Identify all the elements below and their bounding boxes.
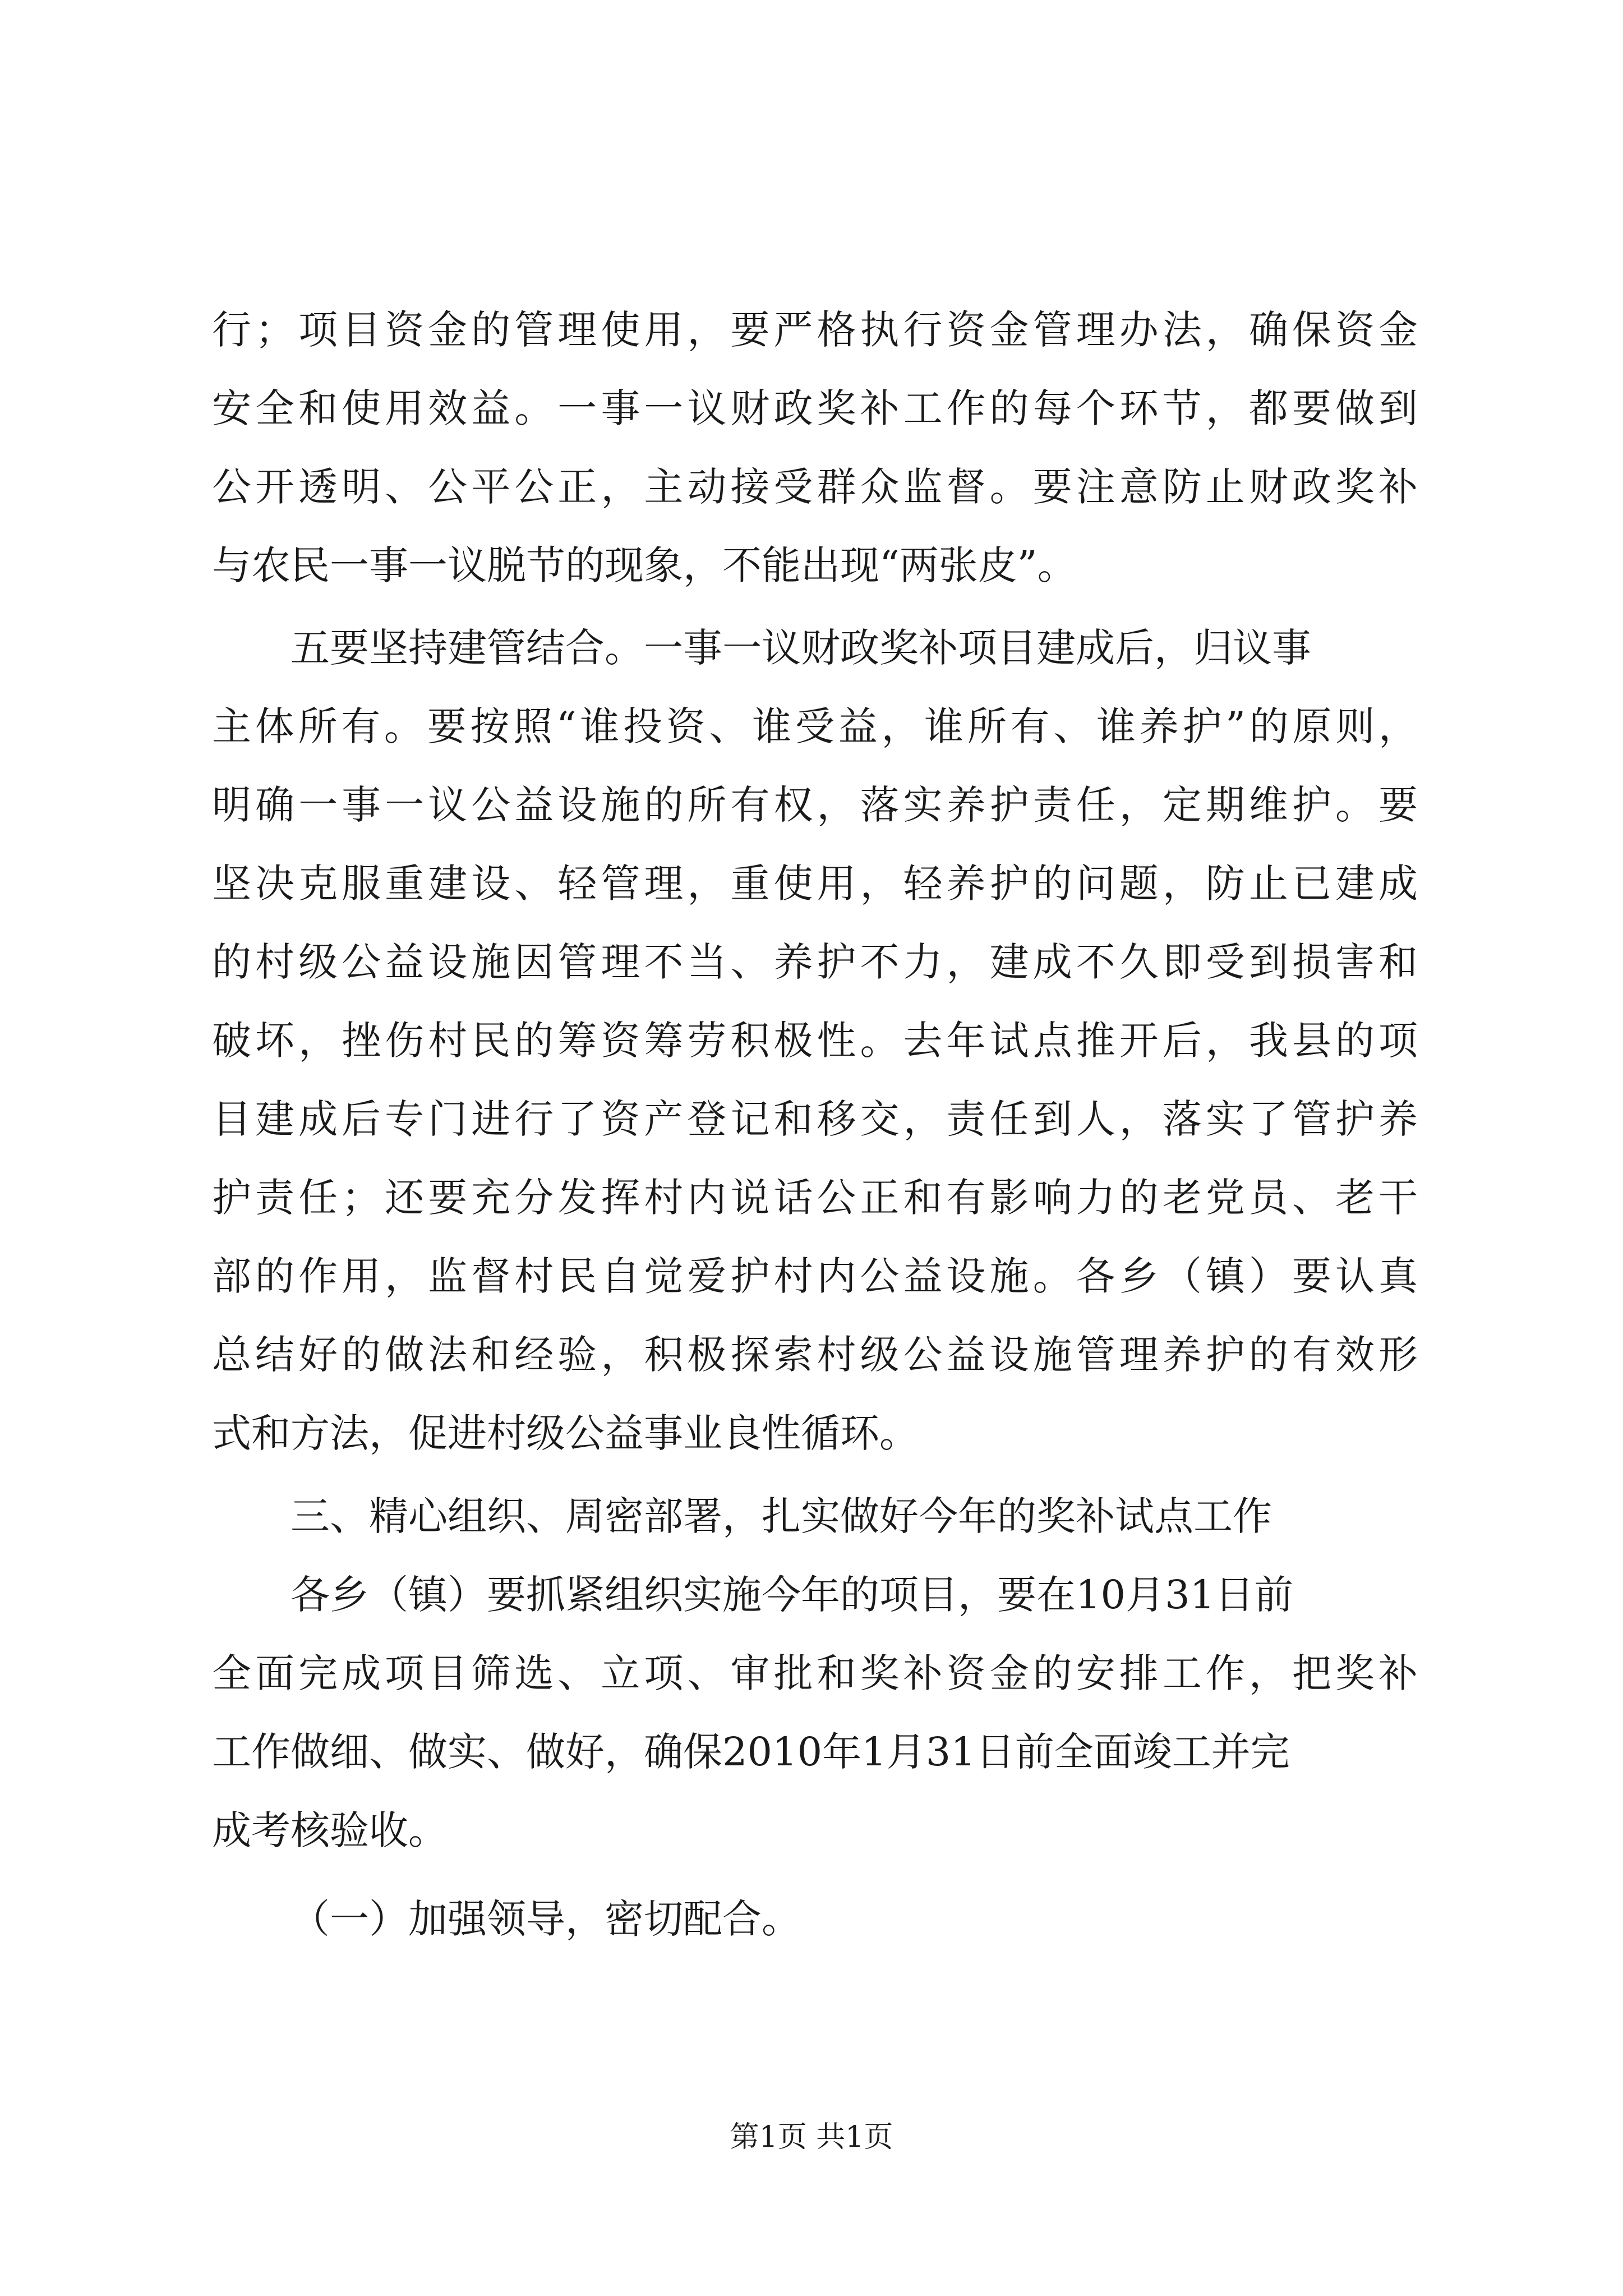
text-line: 部的作用，监督村民自觉爱护村内公益设施。各乡（镇）要认真 [212,1253,1418,1299]
text-line: 与农民一事一议脱节的现象，不能出现“两张皮”。 [212,542,1077,588]
text-line: 行；项目资金的管理使用，要严格执行资金管理办法，确保资金 [212,307,1418,353]
text-line: 破坏，挫伤村民的筹资筹劳积极性。去年试点推开后，我县的项 [212,1018,1418,1064]
text-line: 明确一事一议公益设施的所有权，落实养护责任，定期维护。要 [212,782,1418,828]
paragraph-start-line: 各乡（镇）要抓紧组织实施今年的项目，要在10月31日前 [291,1572,1294,1618]
text-line: 主体所有。要按照“谁投资、谁受益，谁所有、谁养护”的原则， [212,703,1418,749]
text-line: 公开透明、公平公正，主动接受群众监督。要注意防止财政奖补 [212,464,1418,510]
text-line: 总结好的做法和经验，积极探索村级公益设施管理养护的有效形 [212,1332,1418,1378]
text-line: 坚决克服重建设、轻管理，重使用，轻养护的问题，防止已建成 [212,861,1418,907]
subsection-heading: （一）加强领导，密切配合。 [291,1896,801,1942]
paragraph-start-line: 五要坚持建管结合。一事一议财政奖补项目建成后，归议事 [291,625,1311,671]
text-line: 式和方法，促进村级公益事业良性循环。 [212,1410,919,1456]
text-line: 工作做细、做实、做好，确保2010年1月31日前全面竣工并完 [212,1729,1290,1775]
text-line: 的村级公益设施因管理不当、养护不力，建成不久即受到损害和 [212,939,1418,985]
text-line: 成考核验收。 [212,1807,448,1853]
page-number-footer: 第1页 共1页 [730,2120,893,2154]
text-line: 护责任；还要充分发挥村内说话公正和有影响力的老党员、老干 [212,1175,1418,1221]
text-line: 目建成后专门进行了资产登记和移交，责任到人，落实了管护养 [212,1096,1418,1142]
section-heading: 三、精心组织、周密部署，扎实做好今年的奖补试点工作 [291,1493,1272,1539]
text-line: 安全和使用效益。一事一议财政奖补工作的每个环节，都要做到 [212,385,1418,431]
text-line: 全面完成项目筛选、立项、审批和奖补资金的安排工作，把奖补 [212,1650,1418,1696]
